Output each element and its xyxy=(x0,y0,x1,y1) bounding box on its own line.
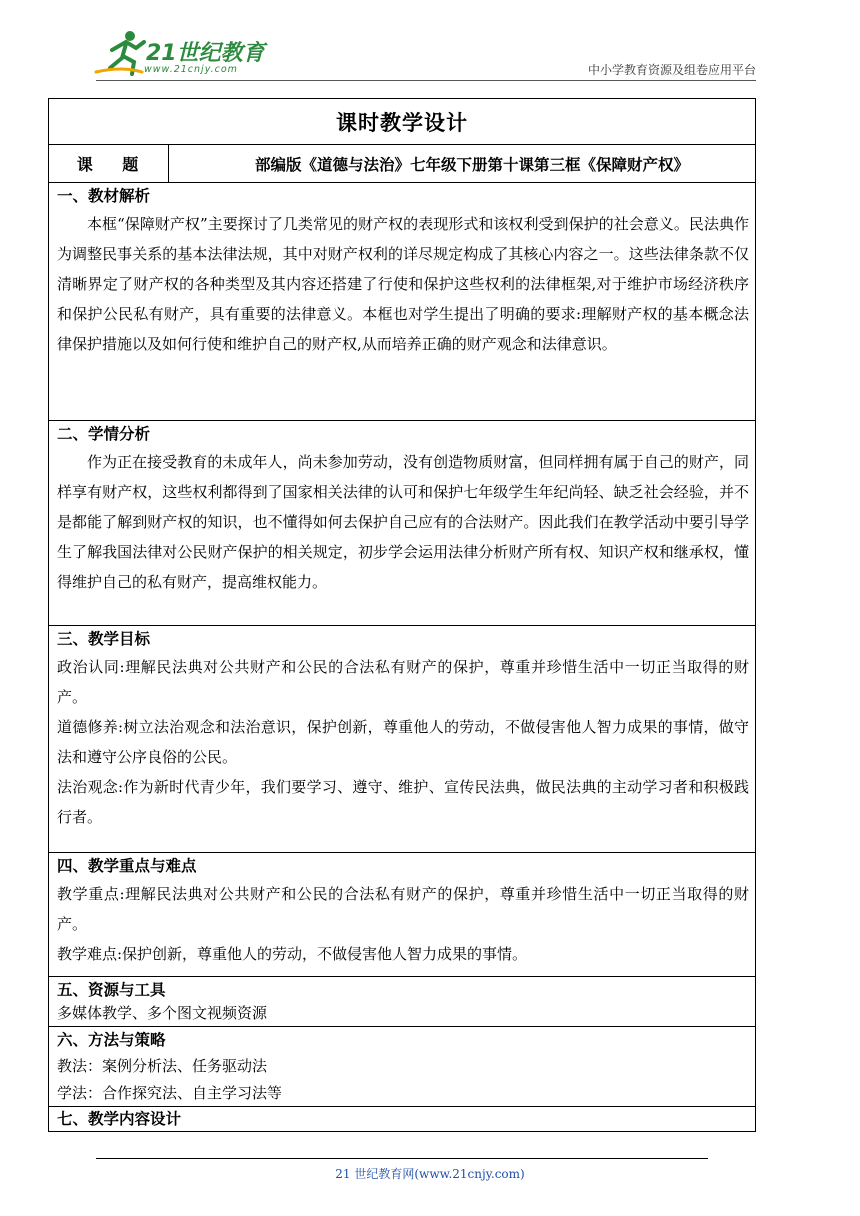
section-student-analysis xyxy=(49,421,755,626)
logo-text: 21世纪教育 xyxy=(146,41,265,66)
section-methods xyxy=(49,1027,755,1107)
section-textbook-analysis xyxy=(49,183,755,421)
goal-political: 政治认同:理解民法典对公共财产和公民的合法私有财产的保护，尊重并珍惜生活中一切正当取得的财产。 xyxy=(57,658,749,706)
topic-row xyxy=(49,145,755,183)
platform-label: 中小学教育资源及组卷应用平台 xyxy=(587,63,756,77)
section-paragraph: 本框“保障财产权”主要探讨了几类常见的财产权的表现形式和该权利受到保护的社会意义。民法典作为调整民事关系的基本法律法规，其中对财产权利的详尽规定构成了其核心内容之一。这些法律条款不仅清晰界定了财产权的各种类型及其内容还搭建了行使和保护这些权利的法律框架,对于维护市场经济秩序和保护公民私有财产，具有重要的法律意义。本框也对学生提出了明确的要求:理解财产权的基本概念法律保护措施以及如何行使和维护自己的财产权,从而培养正确的财产观念和法律意识。 xyxy=(57,215,749,353)
page-header xyxy=(0,0,860,90)
logo-url: www.21cnjy.com xyxy=(144,64,238,75)
section-heading: 七、教学内容设计 xyxy=(57,1110,182,1128)
topic-value: 部编版《道德与法治》七年级下册第十课第三框《保障财产权》 xyxy=(254,155,689,174)
section-paragraph: 作为正在接受教育的未成年人，尚未参加劳动，没有创造物质财富，但同样拥有属于自己的财产，同样享有财产权，这些权利都得到了国家相关法律的认可和保护七年级学生年纪尚轻、缺乏社会经验，并不是都能了解到财产权的知识，也不懂得如何去保护自己应有的合法财产。因此我们在教学活动中要引导学生了解我国法律对公民财产保护的相关规定，初步学会运用法律分析财产所有权、知识产权和继承权，懂得维护自己的私有财产，提高维权能力。 xyxy=(57,453,749,591)
goal-moral: 道德修养:树立法治观念和法治意识，保护创新，尊重他人的劳动，不做侵害他人智力成果的事情，做守法和遵守公序良俗的公民。 xyxy=(57,718,749,766)
section-heading: 六、方法与策略 xyxy=(57,1031,166,1049)
header-divider xyxy=(96,80,756,81)
title-row xyxy=(49,99,755,145)
lesson-plan-table xyxy=(48,98,756,1132)
footer-text: 21 世纪教育网(www.21cnjy.com) xyxy=(335,1167,525,1181)
topic-label: 课 题 xyxy=(49,145,169,182)
goal-law: 法治观念:作为新时代青少年，我们要学习、遵守、维护、宣传民法典，做民法典的主动学习者和积极践行者。 xyxy=(57,778,749,826)
section-content-design xyxy=(49,1107,755,1131)
page-title: 课时教学设计 xyxy=(336,110,468,135)
difficult-point: 教学难点:保护创新，尊重他人的劳动，不做侵害他人智力成果的事情。 xyxy=(57,945,528,963)
footer-divider xyxy=(96,1158,708,1159)
section-heading: 五、资源与工具 xyxy=(57,981,166,999)
section-teaching-goals xyxy=(49,626,755,853)
learning-method: 学法：合作探究法、自主学习法等 xyxy=(57,1084,283,1102)
section-heading: 三、教学目标 xyxy=(57,630,151,648)
section-heading: 一、教材解析 xyxy=(57,187,151,205)
teaching-method: 教法：案例分析法、任务驱动法 xyxy=(57,1057,268,1075)
section-key-points xyxy=(49,853,755,977)
key-point: 教学重点:理解民法典对公共财产和公民的合法私有财产的保护，尊重并珍惜生活中一切正当取得的财产。 xyxy=(57,885,749,933)
section-resources xyxy=(49,977,755,1027)
resources-text: 多媒体教学、多个图文视频资源 xyxy=(57,1004,268,1022)
section-heading: 二、学情分析 xyxy=(57,425,151,443)
section-heading: 四、教学重点与难点 xyxy=(57,857,197,875)
